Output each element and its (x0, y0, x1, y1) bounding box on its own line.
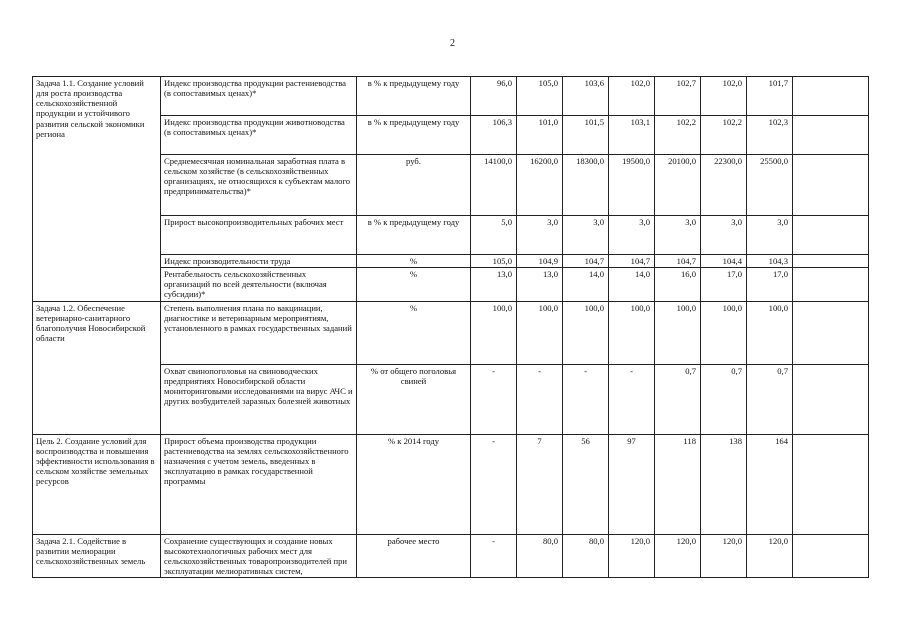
value-cell: 3,0 (701, 216, 747, 255)
value-cell: 3,0 (609, 216, 655, 255)
table-row (33, 534, 869, 578)
table-body (33, 77, 869, 578)
value-cell: 102,2 (655, 116, 701, 155)
value-cell: 101,7 (747, 77, 793, 116)
value-cell: 101,0 (517, 116, 563, 155)
value-cell: 3,0 (563, 216, 609, 255)
value-cell: 102,0 (609, 77, 655, 116)
goal-cell: Задача 1.2. Обеспечение ветеринарно-санитарного благополучия Новосибирской области (33, 301, 161, 434)
value-cell: 13,0 (471, 268, 517, 301)
value-cell: 16,0 (655, 268, 701, 301)
value-cell: - (563, 364, 609, 434)
unit-cell: % от общего поголовья свиней (357, 364, 471, 434)
indicator-cell: Прирост высокопроизводительных рабочих мест (161, 216, 357, 255)
indicator-cell: Сохранение существующих и создание новых высокотехнологичных рабочих мест для сельскохозяйственных товаропроизводителей при эксплуатации мелиоративных систем, (161, 534, 357, 578)
value-cell: 100,0 (517, 301, 563, 364)
value-cell: 104,4 (701, 255, 747, 268)
unit-cell: в % к предыдущему году (357, 116, 471, 155)
value-cell: 13,0 (517, 268, 563, 301)
goal-cell: Задача 1.1. Создание условий для роста производства сельскохозяйственной продукции и устойчивого развития сельской экономики региона (33, 77, 161, 302)
table-row (33, 301, 869, 364)
value-cell: 103,6 (563, 77, 609, 116)
indicators-table (32, 76, 869, 578)
page-number: 2 (450, 38, 455, 49)
value-cell: 3,0 (747, 216, 793, 255)
value-cell: 102,0 (701, 77, 747, 116)
goal-cell: Задача 2.1. Содействие в развитии мелиорации сельскохозяйственных земель (33, 534, 161, 578)
value-cell: - (517, 364, 563, 434)
unit-cell: руб. (357, 155, 471, 216)
value-cell: 120,0 (701, 534, 747, 578)
empty-cell (793, 155, 869, 216)
indicator-cell: Индекс производства продукции животноводства (в сопоставимых ценах)* (161, 116, 357, 155)
value-cell: 16200,0 (517, 155, 563, 216)
value-cell: 104,3 (747, 255, 793, 268)
unit-cell: в % к предыдущему году (357, 216, 471, 255)
value-cell: 3,0 (655, 216, 701, 255)
value-cell: 14,0 (609, 268, 655, 301)
unit-cell: % (357, 255, 471, 268)
value-cell: 104,7 (655, 255, 701, 268)
empty-cell (793, 255, 869, 268)
value-cell: 18300,0 (563, 155, 609, 216)
indicator-cell: Среднемесячная номинальная заработная плата в сельском хозяйстве (в сельскохозяйственных организациях, не относящихся к субъектам малого предпринимательства)* (161, 155, 357, 216)
value-cell: 97 (609, 434, 655, 534)
value-cell: 100,0 (747, 301, 793, 364)
value-cell: - (471, 364, 517, 434)
value-cell: 17,0 (747, 268, 793, 301)
value-cell: 102,2 (701, 116, 747, 155)
value-cell: 118 (655, 434, 701, 534)
table-row (33, 77, 869, 116)
value-cell: 20100,0 (655, 155, 701, 216)
empty-cell (793, 364, 869, 434)
value-cell: 0,7 (655, 364, 701, 434)
value-cell: 3,0 (517, 216, 563, 255)
indicator-cell: Рентабельность сельскохозяйственных организаций по всей деятельности (включая субсидии)* (161, 268, 357, 301)
empty-cell (793, 116, 869, 155)
value-cell: 100,0 (701, 301, 747, 364)
value-cell: 105,0 (471, 255, 517, 268)
empty-cell (793, 77, 869, 116)
value-cell: 25500,0 (747, 155, 793, 216)
value-cell: 105,0 (517, 77, 563, 116)
indicator-cell: Прирост объема производства продукции растениеводства на землях сельскохозяйственного назначения с учетом земель, введенных в эксплуатацию в рамках государственной программы (161, 434, 357, 534)
empty-cell (793, 216, 869, 255)
value-cell: 5,0 (471, 216, 517, 255)
value-cell: 56 (563, 434, 609, 534)
unit-cell: % к 2014 году (357, 434, 471, 534)
value-cell: 104,7 (609, 255, 655, 268)
value-cell: 17,0 (701, 268, 747, 301)
value-cell: 14,0 (563, 268, 609, 301)
indicator-cell: Охват свинопоголовья на свиноводческих предприятиях Новосибирской области мониторинговыми исследованиями на вирус АЧС и других возбудителей заразных болезней животных (161, 364, 357, 434)
value-cell: 120,0 (747, 534, 793, 578)
value-cell: - (609, 364, 655, 434)
value-cell: 104,7 (563, 255, 609, 268)
value-cell: 164 (747, 434, 793, 534)
empty-cell (793, 434, 869, 534)
value-cell: 138 (701, 434, 747, 534)
value-cell: 96,0 (471, 77, 517, 116)
value-cell: - (471, 434, 517, 534)
value-cell: 0,7 (747, 364, 793, 434)
value-cell: 100,0 (471, 301, 517, 364)
indicator-cell: Индекс производства продукции растениеводства (в сопоставимых ценах)* (161, 77, 357, 116)
value-cell: 7 (517, 434, 563, 534)
indicator-cell: Индекс производительности труда (161, 255, 357, 268)
value-cell: 120,0 (609, 534, 655, 578)
value-cell: 0,7 (701, 364, 747, 434)
goal-cell: Цель 2. Создание условий для воспроизводства и повышения эффективности использования в сельском хозяйстве земельных ресурсов (33, 434, 161, 534)
unit-cell: рабочее место (357, 534, 471, 578)
value-cell: 22300,0 (701, 155, 747, 216)
value-cell: 106,3 (471, 116, 517, 155)
value-cell: 100,0 (609, 301, 655, 364)
empty-cell (793, 268, 869, 301)
empty-cell (793, 534, 869, 578)
value-cell: 14100,0 (471, 155, 517, 216)
empty-cell (793, 301, 869, 364)
unit-cell: % (357, 301, 471, 364)
value-cell: 102,7 (655, 77, 701, 116)
value-cell: 102,3 (747, 116, 793, 155)
value-cell: 100,0 (655, 301, 701, 364)
value-cell: 100,0 (563, 301, 609, 364)
value-cell: 19500,0 (609, 155, 655, 216)
value-cell: 120,0 (655, 534, 701, 578)
unit-cell: % (357, 268, 471, 301)
value-cell: 80,0 (563, 534, 609, 578)
unit-cell: в % к предыдущему году (357, 77, 471, 116)
indicator-cell: Степень выполнения плана по вакцинации, диагностике и ветеринарным мероприятиям, установленного в рамках государственных заданий (161, 301, 357, 364)
value-cell: 104,9 (517, 255, 563, 268)
value-cell: 80,0 (517, 534, 563, 578)
value-cell: 103,1 (609, 116, 655, 155)
value-cell: - (471, 534, 517, 578)
value-cell: 101,5 (563, 116, 609, 155)
table-row (33, 434, 869, 534)
